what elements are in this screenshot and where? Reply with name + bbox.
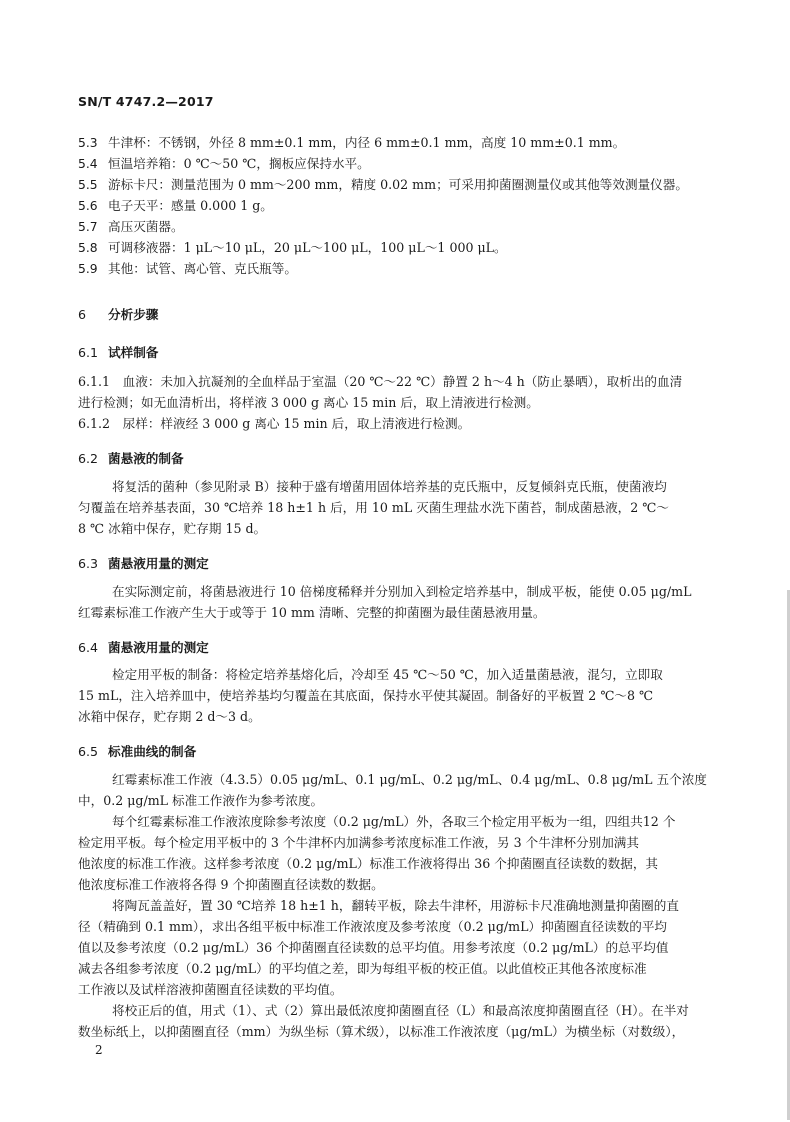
paragraph-line: 值以及参考浓度（0.2 μg/mL）36 个抑菌圈直径读数的总平均值。用参考浓度（0.2 μg/mL）的总平均值 <box>78 940 669 955</box>
paragraph-line: 检定用平板的制备：将检定培养基熔化后，冷却至 45 ℃～50 ℃，加入适量菌悬液，混匀，立即取 <box>112 667 663 682</box>
paragraph-line: 将校正后的值，用式（1）、式（2）算出最低浓度抑菌圈直径（L）和最高浓度抑菌圈直径（H）。在半对 <box>112 1003 689 1018</box>
paragraph-line: 工作液以及试样溶液抑菌圈直径读数的平均值。 <box>78 982 343 997</box>
paragraph-line: 将复活的菌种（参见附录 B）接种于盛有增菌用固体培养基的克氏瓶中，反复倾斜克氏瓶，使菌液均 <box>112 479 667 494</box>
subsection-heading: 6.4 菌悬液用量的测定 <box>78 640 209 655</box>
paragraph-line: 红霉素标准工作液产生大于或等于 10 mm 清晰、完整的抑菌圈为最佳菌悬液用量。 <box>78 605 546 620</box>
paragraph-line: 6.1.1 血液：未加入抗凝剂的全血样品于室温（20 ℃～22 ℃）静置 2 h～4 h（防止暴晒），取析出的血清 <box>78 374 683 389</box>
list-item: 5.7 高压灭菌器。 <box>78 219 184 234</box>
list-item: 5.6 电子天平：感量 0.000 1 g。 <box>78 198 273 213</box>
paragraph-line: 径（精确到 0.1 mm），求出各组平板中标准工作液浓度及参考浓度（0.2 μg/mL）抑菌圈直径读数的平均 <box>78 919 668 934</box>
standard-header: SN/T 4747.2—2017 <box>78 94 214 109</box>
paragraph-line: 减去各组参考浓度（0.2 μg/mL）的平均值之差，即为每组平板的校正值。以此值校正其他各浓度标准 <box>78 961 647 976</box>
paragraph-line: 匀覆盖在培养基表面，30 ℃培养 18 h±1 h 后，用 10 mL 灭菌生理盐水洗下菌苔，制成菌悬液，2 ℃～ <box>78 500 669 515</box>
subsection-heading: 6.1 试样制备 <box>78 345 159 360</box>
list-item: 5.3 牛津杯：不锈钢，外径 8 mm±0.1 mm，内径 6 mm±0.1 mm，高度 10 mm±0.1 mm。 <box>78 135 626 150</box>
paragraph-line: 中，0.2 μg/mL 标准工作液作为参考浓度。 <box>78 793 324 808</box>
paragraph-line: 在实际测定前，将菌悬液进行 10 倍梯度稀释并分别加入到检定培养基中，制成平板，能使 0.05 μg/mL <box>112 584 692 599</box>
paragraph-line: 他浓度标准工作液将各得 9 个抑菌圈直径读数的数据。 <box>78 877 384 892</box>
list-item: 5.9 其他：试管、离心管、克氏瓶等。 <box>78 261 297 276</box>
paragraph-line: 8 ℃ 冰箱中保存，贮存期 15 d。 <box>78 521 267 536</box>
list-item: 5.8 可调移液器：1 μL～10 μL，20 μL～100 μL，100 μL～1 000 μL。 <box>78 240 507 255</box>
paragraph-line: 6.1.2 尿样：样液经 3 000 g 离心 15 min 后，取上清液进行检测。 <box>78 416 471 431</box>
subsection-heading: 6.5 标准曲线的制备 <box>78 744 197 759</box>
list-item: 5.4 恒温培养箱：0 ℃～50 ℃，搁板应保持水平。 <box>78 156 370 171</box>
subsection-heading: 6.3 菌悬液用量的测定 <box>78 556 209 571</box>
paragraph-line: 检定用平板。每个检定用平板中的 3 个牛津杯内加满参考浓度标准工作液，另 3 个牛津杯分别加满其 <box>78 835 639 850</box>
paragraph-line: 每个红霉素标准工作液浓度除参考浓度（0.2 μg/mL）外，各取三个检定用平板为一组，四组共12 个 <box>112 814 676 829</box>
paragraph-line: 进行检测；如无血清析出，将样液 3 000 g 离心 15 min 后，取上清液进行检测。 <box>78 395 539 410</box>
page-number: 2 <box>95 1043 103 1057</box>
list-item: 5.5 游标卡尺：测量范围为 0 mm～200 mm，精度 0.02 mm；可采用抑菌圈测量仪或其他等效测量仪器。 <box>78 177 688 192</box>
paragraph-line: 数坐标纸上，以抑菌圈直径（mm）为纵坐标（算术级），以标准工作液浓度（μg/mL）为横坐标（对数级）， <box>78 1024 685 1039</box>
paragraph-line: 15 mL，注入培养皿中，使培养基均匀覆盖在其底面，保持水平使其凝固。制备好的平板置 2 ℃～8 ℃ <box>78 688 654 703</box>
paragraph-line: 将陶瓦盖盖好，置 30 ℃培养 18 h±1 h，翻转平板，除去牛津杯，用游标卡尺准确地测量抑菌圈的直 <box>112 898 679 913</box>
subsection-heading: 6.2 菌悬液的制备 <box>78 451 184 466</box>
section-heading: 6 分析步骤 <box>78 307 159 322</box>
paragraph-line: 红霉素标准工作液（4.3.5）0.05 μg/mL、0.1 μg/mL、0.2 μg/mL、0.4 μg/mL、0.8 μg/mL 五个浓度 <box>112 772 707 787</box>
paragraph-line: 他浓度的标准工作液。这样参考浓度（0.2 μg/mL）标准工作液将得出 36 个抑菌圈直径读数的数据，其 <box>78 856 659 871</box>
paragraph-line: 冰箱中保存，贮存期 2 d～3 d。 <box>78 709 261 724</box>
